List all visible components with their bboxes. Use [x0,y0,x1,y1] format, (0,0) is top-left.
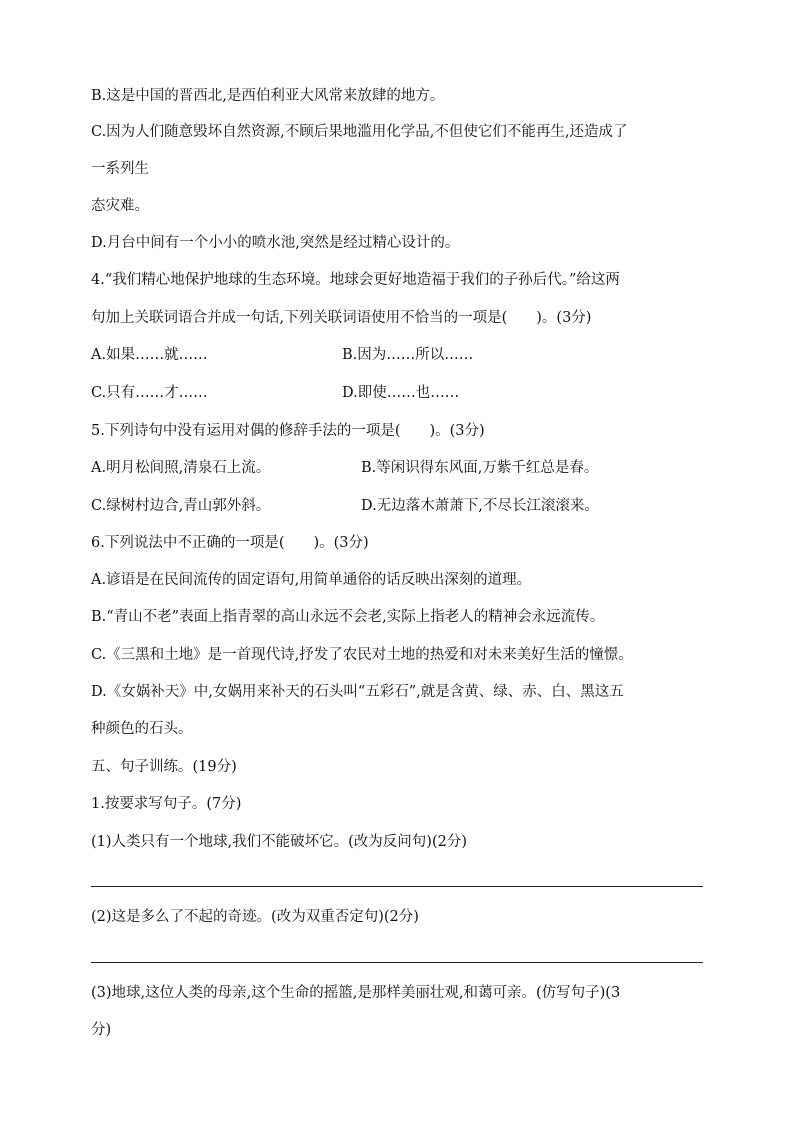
s1-item3-line2: 分) [91,1022,112,1038]
q3-option-c-line1: C.因为人们随意毁坏自然资源,不顾后果地滥用化学品,不但使它们不能再生,还造成了 [91,124,628,140]
q4-option-d: D.即使……也…… [342,385,460,401]
q6-stem: 6.下列说法中不正确的一项是( )。(3分) [91,535,369,551]
q4-stem-line2: 句加上关联词语合并成一句话,下列关联词语使用不恰当的一项是( )。(3分) [91,310,592,326]
q5-option-c: C.绿树村边合,青山郭外斜。 [91,498,271,514]
s1-stem: 1.按要求写句子。(7分) [91,796,242,812]
q5-option-b: B.等闲识得东风面,万紫千红总是春。 [361,460,599,476]
q4-stem-line1: 4.“我们精心地保护地球的生态环境。地球会更好地造福于我们的子孙后代。”给这两 [91,272,620,288]
q5-option-d: D.无边落木萧萧下,不尽长江滚滚来。 [361,498,599,514]
q3-option-d: D.月台中间有一个小小的喷水池,突然是经过精心设计的。 [91,235,460,251]
q5-option-a: A.明月松间照,清泉石上流。 [91,460,271,476]
s1-item1: (1)人类只有一个地球,我们不能破坏它。(改为反问句)(2分) [91,834,467,850]
answer-line-1[interactable] [91,886,703,887]
s1-item2: (2)这是多么了不起的奇迹。(改为双重否定句)(2分) [91,909,419,925]
q6-option-c: C.《三黑和土地》是一首现代诗,抒发了农民对土地的热爱和对未来美好生活的憧憬。 [91,647,633,663]
q4-option-b: B.因为……所以…… [342,347,474,363]
answer-line-2[interactable] [91,962,703,963]
q6-option-d-line1: D.《女娲补天》中,女娲用来补天的石头叫“五彩石”,就是含黄、绿、赤、白、黑这五 [91,684,624,700]
q5-stem: 5.下列诗句中没有运用对偶的修辞手法的一项是( )。(3分) [91,423,485,439]
q4-option-c: C.只有……才…… [91,385,208,401]
q6-option-d-line2: 种颜色的石头。 [91,721,193,737]
q3-option-b: B.这是中国的晋西北,是西伯利亚大风常来放肆的地方。 [91,88,445,104]
q6-option-b: B.“青山不老”表面上指青翠的高山永远不会老,实际上指老人的精神会永远流传。 [91,609,605,625]
section-5-heading: 五、句子训练。(19分) [91,759,237,775]
s1-item3-line1: (3)地球,这位人类的母亲,这个生命的摇篮,是那样美丽壮观,和蔼可亲。(仿写句子)(3 [91,985,621,1001]
q3-option-c-line3: 态灾难。 [91,198,149,214]
q4-option-a: A.如果……就…… [91,347,208,363]
q3-option-c-line2: 一系列生 [91,161,149,177]
q6-option-a: A.谚语是在民间流传的固定语句,用简单通俗的话反映出深刻的道理。 [91,572,532,588]
